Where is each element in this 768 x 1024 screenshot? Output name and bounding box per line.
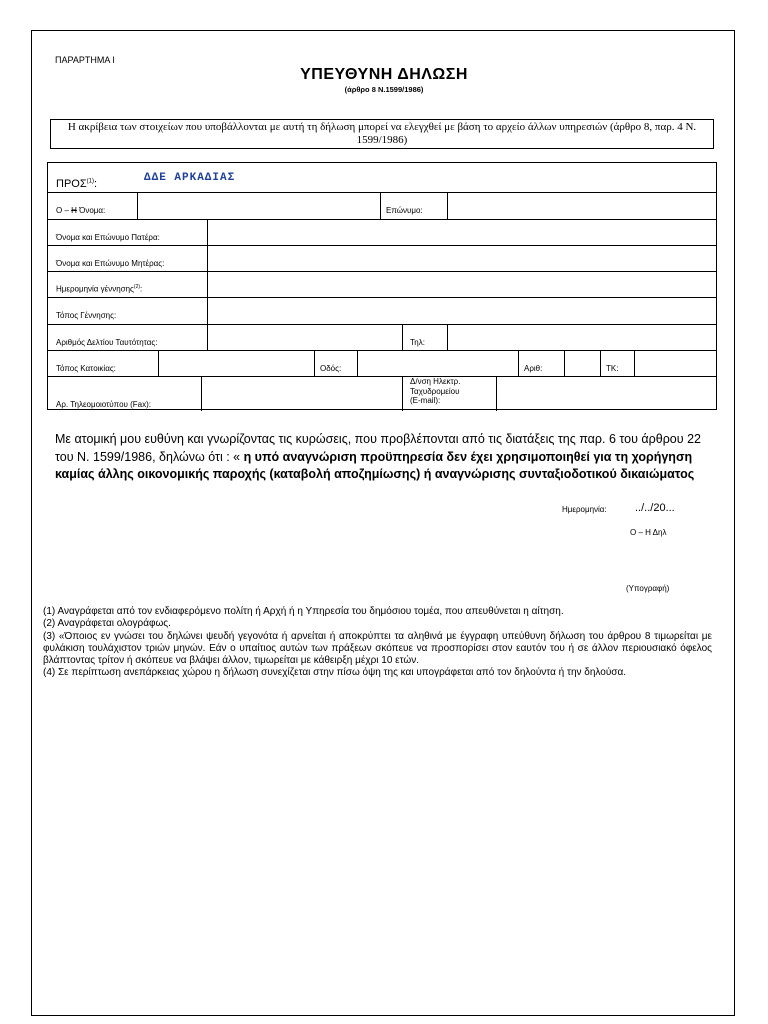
footnote-3: (3) «Όποιος εν γνώσει του δηλώνει ψευδή γεγονότα ή αρνείται ή αποκρύπτει τα αληθινά με έγγραφη υπεύθυνη δήλωση του άρθρου 8 τιμωρείται με φυλάκιση τουλάχιστον τριών μηνών. Εάν ο υπαίτιος αυτών των πράξεων σκόπευε να προσπορίσει στον εαυτόν του ή σε άλλον περιουσιακό όφελος βλάπτοντας τρίτον ή σκόπευε να βλάψει άλλον, τιμωρείται με κάθειρξη μέχρι 10 ετών. [43,630,712,667]
street-number-label: Αριθ: [524,364,543,373]
email-label: Δ/νση Ηλεκτρ. Ταχυδρομείου (E-mail): [410,377,461,405]
birthdate-field[interactable] [208,272,716,297]
declaration-form [47,162,717,410]
father-name-label: Όνομα και Επώνυμο Πατέρα: [56,233,160,242]
footnote-4: (4) Σε περίπτωση ανεπάρκειας χώρου η δήλωση συνεχίζεται στην πίσω όψη της και υπογράφεται από τον δηλούντα ή την δηλούσα. [43,667,627,679]
recipient-label: ΠΡΟΣ$^{(1)}$: [56,178,98,190]
declaration-text: Με ατομική μου ευθύνη και γνωρίζοντας τις κυρώσεις, που προβλέπονται από τις διατάξεις της παρ. 6 του άρθρου 22 του Ν. 1599/1986, δηλώνω ότι : « η υπό αναγνώριση προϋπηρεσία δεν έχει χρησιμοποιηθεί για τη χορήγηση καμίας άλλης οικονομικής παροχής (καταβολή αποζημίωσης) ή αναγνώρισης συνταξιοδοτικού δικαιώματος [55,432,701,481]
recipient-value[interactable]: ΔΔΕ ΑΡΚΑΔΙΑΣ [144,172,236,184]
residence-field[interactable] [159,351,314,376]
document-subtitle: (άρθρο 8 Ν.1599/1986) [344,85,424,94]
birthplace-label: Τόπος Γέννησης: [56,311,117,320]
first-name-label: Ο – Η Όνομα: [56,206,106,215]
date-label: Ημερομηνία: [562,505,607,514]
postcode-label: ΤΚ: [606,364,619,373]
surname-field[interactable] [448,193,716,219]
mother-name-field[interactable] [208,246,716,271]
fax-label: Αρ. Τηλεομοιοτύπου (Fax): [56,400,151,409]
footnotes [43,606,712,680]
street-number-field[interactable] [565,351,600,376]
footnote-2: (2) Αναγράφεται ολογράφως. [43,618,171,630]
street-field[interactable] [358,351,518,376]
document-title: ΥΠΕΥΘΥΝΗ ΔΗΛΩΣΗ [300,66,468,83]
mother-name-label: Όνομα και Επώνυμο Μητέρας: [56,259,165,268]
footnote-1: (1) Αναγράφεται από τον ενδιαφερόμενο πολίτη ή Αρχή ή η Υπηρεσία του δημόσιου τομέα, που απευθύνεται η αίτηση. [43,606,564,617]
birthdate-label: Ημερομηνία γέννησης$^{(2)}$: [56,284,143,294]
annex-label: ΠΑΡΑΡΤΗΜΑ Ι [55,55,115,65]
phone-field[interactable] [448,325,716,350]
street-label: Οδός: [320,364,342,373]
fax-field[interactable] [202,377,402,410]
father-name-field[interactable] [208,220,716,245]
accuracy-notice: Η ακρίβεια των στοιχείων που υποβάλλονται με αυτή τη δήλωση μπορεί να ελεγχθεί με βάση το αρχείο άλλων υπηρεσιών (άρθρο 8, παρ. 4 Ν. 1599/1986) [50,119,714,149]
surname-label: Επώνυμο: [386,206,423,215]
phone-label: Τηλ: [410,338,425,347]
email-field[interactable] [497,377,716,410]
signature-label: (Υπογραφή) [626,584,670,593]
id-number-label: Αριθμός Δελτίου Ταυτότητας: [56,338,158,347]
date-value[interactable]: ../../20... [635,502,675,514]
id-number-field[interactable] [208,325,402,350]
declarer-label: Ο – Η Δηλ [630,528,667,537]
postcode-field[interactable] [635,351,716,376]
first-name-field[interactable] [138,193,380,219]
residence-label: Τόπος Κατοικίας: [56,364,116,373]
birthplace-field[interactable] [208,298,716,324]
